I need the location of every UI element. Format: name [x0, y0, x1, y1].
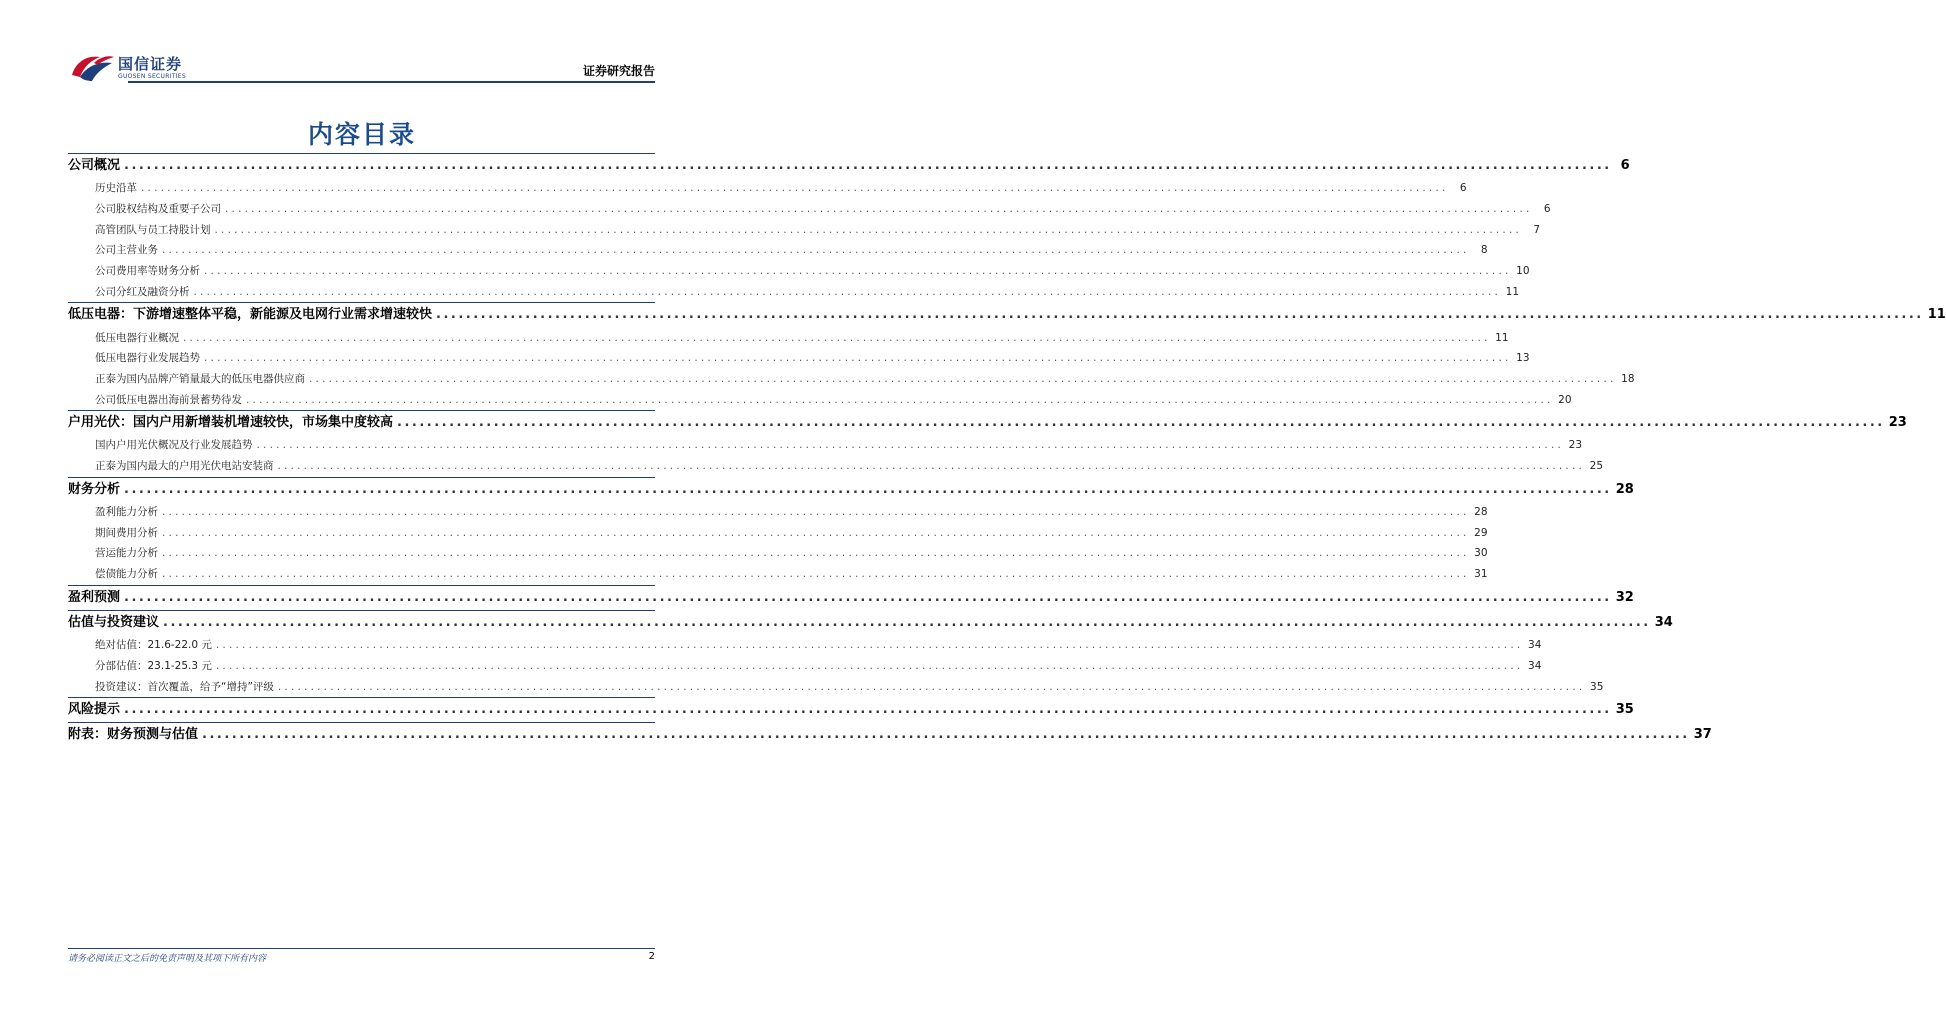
toc-subsection-entry[interactable]: [68, 220, 1541, 241]
toc-entry-page: 35: [1590, 680, 1604, 693]
toc-subsection-entry[interactable]: [68, 178, 1467, 199]
toc-dot-leader: ........................................................................................................................................................................................................: [277, 460, 1586, 473]
toc-entry-title: 公司分红及融资分析: [95, 285, 190, 298]
toc-entry-page: 35: [1615, 702, 1634, 718]
toc-entry-page: 31: [1474, 568, 1488, 581]
toc-dot-leader: ........................................................................................................................................................................................................: [141, 182, 1449, 195]
toc-dot-leader: ........................................................................................................................................................................................................: [124, 158, 1612, 173]
toc-dot-leader: ........................................................................................................................................................................................................: [277, 680, 1586, 693]
toc-entry-page: 37: [1693, 727, 1712, 743]
toc-section-entry[interactable]: [68, 698, 1634, 722]
toc-entry-title: 低压电器：下游增速整体平稳，新能源及电网行业需求增速较快: [68, 307, 433, 323]
toc-entry-page: 6: [1620, 158, 1630, 173]
toc-dot-leader: ........................................................................................................................................................................................................: [162, 244, 1470, 257]
toc-subsection-entry[interactable]: [68, 369, 1635, 390]
toc-dot-leader: ........................................................................................................................................................................................................: [246, 393, 1554, 406]
toc-subsection-entry[interactable]: [68, 564, 1488, 585]
toc-entry-page: 29: [1474, 526, 1488, 539]
toc-section-entry[interactable]: [68, 303, 1946, 327]
guosen-logo-icon: [70, 51, 116, 83]
toc-title: 内容目录: [307, 120, 416, 149]
toc-dot-leader: ........................................................................................................................................................................................................: [256, 439, 1565, 452]
toc-entry-page: 34: [1528, 639, 1542, 652]
toc-subsection-entry[interactable]: [68, 435, 1583, 456]
toc-section-entry[interactable]: [68, 411, 1907, 435]
toc-dot-leader: ........................................................................................................................................................................................................: [162, 506, 1470, 518]
guosen-logo: [70, 51, 220, 85]
toc-entry-page: 28: [1474, 506, 1488, 518]
toc-entry-title: 公司股权结构及重要子公司: [95, 202, 221, 215]
toc-dot-leader: ........................................................................................................................................................................................................: [214, 223, 1523, 236]
footer-disclaimer: 请务必阅读正文之后的免责声明及其项下所有内容: [68, 954, 267, 964]
page-number: 2: [648, 951, 655, 962]
toc-dot-leader: ........................................................................................................................................................................................................: [183, 331, 1491, 344]
toc-dot-leader: ........................................................................................................................................................................................................: [163, 614, 1651, 630]
toc-entry-page: 30: [1474, 547, 1488, 560]
toc-subsection-entry[interactable]: [68, 677, 1604, 698]
toc-entry-page: 6: [1459, 182, 1467, 195]
toc-entry-page: 23: [1888, 415, 1907, 431]
toc-entry-title: 国内户用光伏概况及行业发展趋势: [95, 439, 253, 452]
toc-entry-title: 历史沿革: [95, 182, 137, 195]
toc-dot-leader: ........................................................................................................................................................................................................: [215, 659, 1524, 672]
toc-dot-leader: ........................................................................................................................................................................................................: [124, 702, 1612, 718]
toc-entry-title: 期间费用分析: [95, 526, 158, 539]
toc-section-entry[interactable]: [68, 586, 1634, 610]
toc-entry-page: 23: [1568, 439, 1583, 452]
toc-entry-title: 盈利预测: [68, 589, 121, 605]
report-type-label: 证券研究报告: [582, 64, 655, 78]
toc-dot-leader: ........................................................................................................................................................................................................: [204, 264, 1512, 277]
toc-entry-page: 34: [1528, 659, 1542, 672]
toc-entry-page: 32: [1615, 589, 1634, 605]
toc-section-entry[interactable]: [68, 154, 1630, 178]
toc-dot-leader: ........................................................................................................................................................................................................: [162, 568, 1470, 581]
toc-entry-title: 公司主营业务: [95, 244, 158, 257]
table-of-contents: [68, 153, 1946, 748]
toc-subsection-entry[interactable]: [68, 656, 1542, 677]
footer-divider: [68, 948, 655, 949]
toc-entry-title: 投资建议：首次覆盖，给予“增持”评级: [95, 680, 274, 693]
toc-subsection-entry[interactable]: [68, 282, 1520, 303]
toc-entry-page: 7: [1533, 223, 1541, 236]
toc-dot-leader: ........................................................................................................................................................................................................: [309, 372, 1617, 385]
toc-entry-title: 绝对估值：21.6-22.0 元: [95, 639, 212, 652]
toc-subsection-entry[interactable]: [68, 328, 1509, 349]
logo-english-name: GUOSEN SECURITIES: [118, 73, 187, 80]
toc-entry-title: 高管团队与员工持股计划: [95, 223, 211, 236]
toc-dot-leader: ........................................................................................................................................................................................................: [225, 202, 1533, 215]
toc-entry-page: 8: [1480, 244, 1488, 257]
toc-subsection-entry[interactable]: [68, 523, 1488, 544]
toc-section-entry[interactable]: [68, 723, 1712, 747]
toc-entry-title: 公司低压电器出海前景蓄势待发: [95, 393, 242, 406]
logo-chinese-name: 国信证券: [118, 55, 183, 73]
toc-entry-title: 公司概况: [68, 158, 121, 173]
toc-entry-title: 正泰为国内最大的户用光伏电站安装商: [95, 460, 274, 473]
toc-entry-title: 公司费用率等财务分析: [95, 264, 200, 277]
toc-subsection-entry[interactable]: [68, 543, 1488, 564]
toc-entry-title: 盈利能力分析: [95, 506, 158, 518]
toc-entry-page: 18: [1621, 372, 1635, 385]
toc-entry-page: 13: [1516, 352, 1530, 365]
toc-entry-title: 风险提示: [68, 702, 121, 718]
toc-entry-title: 财务分析: [68, 481, 121, 497]
toc-subsection-entry[interactable]: [68, 456, 1604, 477]
toc-entry-page: 11: [1505, 285, 1520, 298]
toc-entry-title: 正泰为国内品牌产销量最大的低压电器供应商: [95, 372, 305, 385]
toc-dot-leader: ........................................................................................................................................................................................................: [202, 727, 1690, 743]
toc-section-entry[interactable]: [68, 611, 1673, 635]
toc-entry-title: 户用光伏：国内户用新增装机增速较快，市场集中度较高: [68, 415, 394, 431]
toc-entry-page: 25: [1589, 460, 1604, 473]
toc-subsection-entry[interactable]: [68, 261, 1530, 282]
toc-subsection-entry[interactable]: [68, 502, 1488, 523]
toc-subsection-entry[interactable]: [68, 348, 1530, 369]
toc-section-entry[interactable]: [68, 478, 1634, 502]
header-divider: [128, 81, 655, 83]
toc-entry-title: 偿债能力分析: [95, 568, 158, 581]
toc-dot-leader: ........................................................................................................................................................................................................: [124, 481, 1612, 497]
toc-subsection-entry[interactable]: [68, 390, 1572, 411]
toc-subsection-entry[interactable]: [68, 240, 1488, 261]
toc-entry-title: 低压电器行业发展趋势: [95, 352, 200, 365]
toc-dot-leader: ........................................................................................................................................................................................................: [162, 547, 1470, 560]
toc-entry-page: 20: [1558, 393, 1572, 406]
toc-entry-title: 低压电器行业概况: [95, 331, 179, 344]
toc-subsection-entry[interactable]: [68, 199, 1551, 220]
toc-dot-leader: ........................................................................................................................................................................................................: [162, 526, 1470, 539]
toc-dot-leader: ........................................................................................................................................................................................................: [204, 352, 1512, 365]
toc-entry-title: 营运能力分析: [95, 547, 158, 560]
toc-entry-title: 分部估值：23.1-25.3 元: [95, 659, 212, 672]
toc-entry-page: 11: [1495, 331, 1509, 344]
toc-dot-leader: ........................................................................................................................................................................................................: [436, 307, 1924, 323]
toc-entry-page: 34: [1654, 614, 1673, 630]
toc-dot-leader: ........................................................................................................................................................................................................: [124, 589, 1612, 605]
toc-dot-leader: ........................................................................................................................................................................................................: [215, 639, 1524, 652]
toc-entry-title: 附表：财务预测与估值: [68, 727, 199, 743]
toc-subsection-entry[interactable]: [68, 635, 1542, 656]
toc-dot-leader: ........................................................................................................................................................................................................: [397, 415, 1885, 431]
toc-entry-page: 6: [1543, 202, 1551, 215]
toc-entry-title: 估值与投资建议: [68, 614, 160, 630]
toc-entry-page: 10: [1516, 264, 1530, 277]
toc-dot-leader: ........................................................................................................................................................................................................: [193, 285, 1502, 298]
toc-entry-page: 11: [1927, 307, 1946, 323]
toc-entry-page: 28: [1615, 481, 1634, 497]
